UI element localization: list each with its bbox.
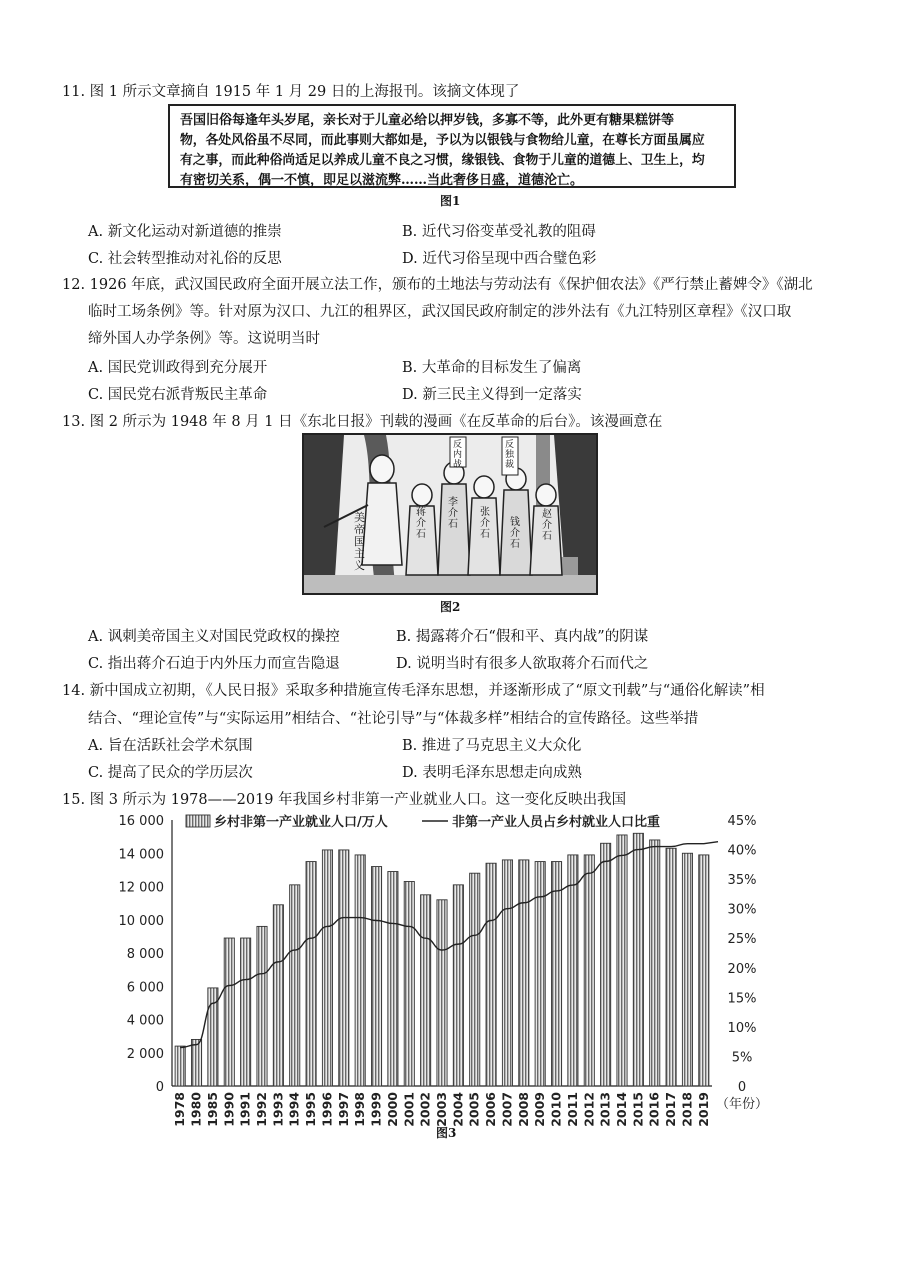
- x-tick-label: 1994: [286, 1092, 302, 1127]
- bar: [551, 862, 561, 1086]
- q11-option-d[interactable]: D. 近代习俗呈现中西合璧色彩: [402, 251, 597, 267]
- q13-option-c[interactable]: C. 指出蒋介石迫于内外压力而宣告隐退: [88, 656, 340, 672]
- svg-text:反内战: 反内战: [453, 440, 463, 470]
- x-tick-label: 2013: [597, 1092, 613, 1127]
- y-tick-label-right: 45%: [727, 814, 757, 829]
- x-tick-label: 1978: [172, 1092, 188, 1127]
- y-tick-label-right: 25%: [727, 932, 757, 948]
- q11-quote-line: 有密切关系，偶一不慎，即足以滋流弊……当此奢侈日盛，道德沦亡。: [180, 173, 584, 188]
- bar: [175, 1046, 185, 1086]
- x-tick-label: 2006: [483, 1092, 499, 1127]
- bar: [568, 855, 578, 1086]
- bar: [355, 855, 365, 1086]
- svg-text:蒋介石: 蒋介石: [416, 507, 426, 540]
- q11-option-a[interactable]: A. 新文化运动对新道德的推崇: [88, 224, 282, 240]
- bar: [404, 882, 414, 1086]
- figure-2-caption: 图2: [440, 600, 461, 614]
- q11-option-c[interactable]: C. 社会转型推动对礼俗的反思: [88, 251, 282, 267]
- q14-option-b[interactable]: B. 推进了马克思主义大众化: [402, 738, 582, 754]
- svg-text:赵介石: 赵介石: [542, 509, 552, 542]
- figure-1-caption: 图1: [440, 194, 461, 208]
- q15-stem: 15. 图 3 所示为 1978——2019 年我国乡村非第一产业就业人口。这一变化反映出我国: [62, 792, 627, 808]
- q12-option-c[interactable]: C. 国民党右派背叛民主革命: [88, 387, 268, 403]
- bar: [290, 885, 300, 1086]
- bar: [273, 905, 283, 1086]
- svg-text:钱介石: 钱介石: [510, 517, 520, 550]
- bar: [666, 848, 676, 1086]
- y-tick-label-left: 12 000: [118, 880, 164, 896]
- bar: [486, 863, 496, 1086]
- q11-quote-line: 吾国旧俗每逢年头岁尾，亲长对于儿童必给以押岁钱，多寡不等，此外更有糖果糕饼等: [180, 113, 675, 128]
- x-tick-label: 2010: [548, 1092, 564, 1127]
- x-tick-label: 1991: [237, 1092, 253, 1127]
- x-tick-label: 2003: [434, 1092, 449, 1127]
- x-tick-label: 1996: [319, 1092, 335, 1127]
- q14-stem-line2: 结合、“理论宣传”与“实际运用”相结合、“社论引导”与“体裁多样”相结合的宣传路径。这些举措: [88, 711, 699, 727]
- svg-text:李介石: 李介石: [448, 497, 458, 530]
- q12-stem-line1: 12. 1926 年底，武汉国民政府全面开展立法工作，颁布的土地法与劳动法有《保护佃农法》《严行禁止蓄婢令》《湖北: [62, 277, 813, 293]
- bar: [617, 835, 627, 1086]
- q11-stem: 11. 图 1 所示文章摘自 1915 年 1 月 29 日的上海报刊。该摘文体现了: [62, 84, 520, 100]
- x-tick-label: 2005: [466, 1092, 482, 1127]
- q11-quote-line: 物，各处风俗虽不尽同，而此事则大都如是，予以为以银钱与食物给儿童，在尊长方面虽属应: [180, 133, 705, 148]
- bar: [306, 862, 316, 1086]
- q12-option-a[interactable]: A. 国民党训政得到充分展开: [88, 360, 268, 376]
- bar: [682, 853, 692, 1086]
- q13-option-b[interactable]: B. 揭露蒋介石“假和平、真内战”的阴谋: [396, 629, 649, 645]
- y-tick-label-left: 16 000: [118, 814, 164, 829]
- bar: [437, 900, 447, 1086]
- bar: [584, 855, 594, 1086]
- x-tick-label: 2000: [384, 1092, 400, 1127]
- x-tick-label: 1997: [335, 1092, 351, 1127]
- bar: [322, 850, 332, 1086]
- bar: [650, 840, 660, 1086]
- bar: [224, 938, 234, 1086]
- y-tick-label-right: 5%: [731, 1050, 753, 1066]
- q11-option-b[interactable]: B. 近代习俗变革受礼教的阻碍: [402, 224, 596, 240]
- y-tick-label-left: 4 000: [126, 1013, 164, 1029]
- q13-option-a[interactable]: A. 讽刺美帝国主义对国民党政权的操控: [88, 629, 340, 645]
- bar: [191, 1039, 201, 1086]
- bar: [241, 938, 251, 1086]
- q13-option-d[interactable]: D. 说明当时有很多人欲取蒋介石而代之: [396, 656, 649, 672]
- label-us: 美帝国主义: [354, 511, 365, 572]
- q14-stem-line1: 14. 新中国成立初期，《人民日报》采取多种措施宣传毛泽东思想，并逐渐形成了“原文刊载”与“通俗化解读”相: [62, 683, 765, 699]
- bar: [699, 855, 709, 1086]
- x-tick-label: 1992: [254, 1092, 269, 1127]
- y-tick-label-left: 14 000: [118, 847, 164, 863]
- y-tick-label-left: 10 000: [118, 913, 164, 929]
- x-tick-label: 2002: [417, 1092, 433, 1127]
- bar: [421, 895, 431, 1086]
- bar: [453, 885, 463, 1086]
- x-tick-label: 2018: [679, 1092, 695, 1127]
- x-tick-label: 2011: [564, 1092, 580, 1127]
- y-tick-label-left: 6 000: [126, 980, 164, 996]
- x-tick-label: 2001: [401, 1092, 417, 1127]
- bar: [601, 843, 611, 1086]
- q14-option-a[interactable]: A. 旨在活跃社会学术氛围: [88, 738, 253, 754]
- legend-label-bars: 乡村非第一产业就业人口/万人: [214, 815, 388, 830]
- x-tick-label: 2017: [663, 1092, 679, 1127]
- bar: [257, 926, 267, 1086]
- x-axis-label: （年份）: [715, 1097, 769, 1112]
- y-tick-label-right: 0: [737, 1080, 747, 1095]
- bar: [371, 867, 381, 1086]
- bar: [470, 873, 480, 1086]
- q14-option-c[interactable]: C. 提高了民众的学历层次: [88, 765, 253, 781]
- q12-option-b[interactable]: B. 大革命的目标发生了偏离: [402, 360, 582, 376]
- bar: [502, 860, 512, 1086]
- y-tick-label-right: 40%: [727, 843, 757, 859]
- q11-quote-line: 有之事，而此种俗尚适足以养成儿童不良之习惯，缘银钱、食物于儿童的道德上、卫生上，均: [180, 153, 705, 168]
- y-tick-label-right: 35%: [727, 873, 757, 889]
- x-tick-label: 1999: [368, 1092, 384, 1127]
- bar: [519, 860, 529, 1086]
- bar: [339, 850, 349, 1086]
- y-tick-label-left: 2 000: [126, 1046, 164, 1062]
- x-tick-label: 2019: [695, 1092, 711, 1127]
- bar: [633, 833, 643, 1086]
- x-tick-label: 1998: [352, 1092, 368, 1127]
- x-tick-label: 2015: [630, 1092, 646, 1127]
- x-tick-label: 2012: [581, 1092, 597, 1127]
- y-tick-label-left: 8 000: [126, 947, 164, 962]
- q12-stem-line2: 临时工场条例》等。针对原为汉口、九江的租界区，武汉国民政府制定的涉外法有《九江特别区章程》《汉口取: [88, 304, 792, 320]
- x-tick-label: 2008: [515, 1092, 531, 1127]
- bar: [388, 872, 398, 1086]
- x-tick-label: 1995: [303, 1092, 319, 1127]
- x-tick-label: 2004: [450, 1092, 466, 1127]
- x-tick-label: 2014: [614, 1092, 629, 1127]
- q14-option-d[interactable]: D. 表明毛泽东思想走向成熟: [402, 765, 582, 781]
- x-tick-label: 1985: [204, 1092, 220, 1127]
- x-tick-label: 2016: [646, 1092, 662, 1127]
- x-tick-label: 1990: [221, 1092, 237, 1127]
- q12-option-d[interactable]: D. 新三民主义得到一定落实: [402, 387, 582, 403]
- svg-text:张介石: 张介石: [480, 507, 490, 540]
- y-tick-label-right: 20%: [727, 961, 757, 977]
- y-tick-label-right: 10%: [727, 1020, 757, 1036]
- legend-swatch-bars: [186, 815, 210, 827]
- x-tick-label: 1980: [188, 1092, 204, 1127]
- q12-stem-line3: 缔外国人办学条例》等。这说明当时: [88, 331, 320, 347]
- bar: [535, 862, 545, 1086]
- x-tick-label: 1993: [270, 1092, 286, 1127]
- y-tick-label-right: 30%: [727, 902, 757, 918]
- svg-text:反独裁: 反独裁: [505, 440, 515, 470]
- x-tick-label: 2007: [499, 1092, 515, 1127]
- q13-stem: 13. 图 2 所示为 1948 年 8 月 1 日《东北日报》刊载的漫画《在反革命的后台》。该漫画意在: [62, 414, 663, 430]
- y-tick-label-left: 0: [155, 1080, 164, 1095]
- legend-label-line: 非第一产业人员占乡村就业人口比重: [452, 815, 661, 830]
- figure-3-caption: 图3: [436, 1126, 457, 1140]
- y-tick-label-right: 15%: [727, 991, 757, 1007]
- x-tick-label: 2009: [532, 1092, 548, 1127]
